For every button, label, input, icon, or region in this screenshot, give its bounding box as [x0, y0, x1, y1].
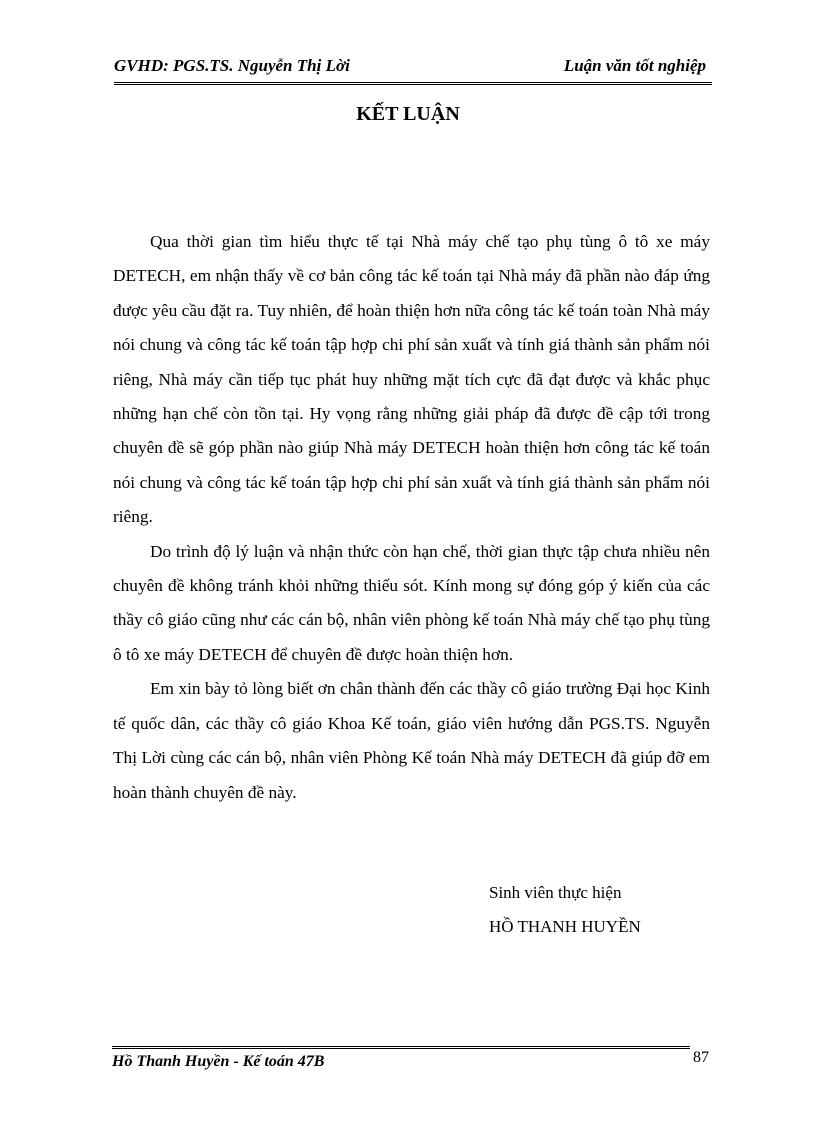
header-advisor: GVHD: PGS.TS. Nguyễn Thị Lời — [114, 56, 350, 75]
page-footer — [112, 1046, 690, 1071]
paragraph: Do trình độ lý luận và nhận thức còn hạn chế, thời gian thực tập chưa nhiều nên chuyên đề không tránh khỏi những thiếu sót. Kính mong sự đóng góp ý kiến của các thầy cô giáo cũng như các cán bộ, nhân viên phòng kế toán Nhà máy chế tạo phụ tùng ô tô xe máy DETECH để chuyên đề được hoàn thiện hơn. — [113, 541, 710, 664]
page-header — [114, 52, 712, 85]
page-title: KẾT LUẬN — [356, 103, 460, 125]
body-text — [113, 225, 710, 810]
footer-author: Hồ Thanh Huyền - Kế toán 47B — [112, 1053, 325, 1070]
signature-role: Sinh viên thực hiện — [489, 883, 622, 902]
paragraph: Em xin bày tỏ lòng biết ơn chân thành đến các thầy cô giáo trường Đại học Kinh tế quốc dân, các thầy cô giáo Khoa Kế toán, giáo viên hướng dẫn PGS.TS. Nguyễn Thị Lời cùng các cán bộ, nhân viên Phòng Kế toán Nhà máy DETECH đã giúp đỡ em hoàn thành chuyên đề này. — [113, 679, 710, 802]
page-number: 87 — [693, 1049, 709, 1066]
signature-block — [489, 876, 641, 944]
header-document-type: Luận văn tốt nghiệp — [563, 56, 706, 75]
signature-name: HỒ THANH HUYỀN — [489, 917, 641, 936]
paragraph: Qua thời gian tìm hiểu thực tế tại Nhà máy chế tạo phụ tùng ô tô xe máy DETECH, em nhận thấy về cơ bản công tác kế toán tại Nhà máy đã phần nào đáp ứng được yêu cầu đặt ra. Tuy nhiên, để hoàn thiện hơn nữa công tác kế toán toàn Nhà máy nói chung và công tác kế toán tập hợp chi phí sản xuất và tính giá thành sản phẩm nói riêng, Nhà máy cần tiếp tục phát huy những mặt tích cực đã đạt được và khắc phục những hạn chế còn tồn tại. Hy vọng rằng những giải pháp đã được đề cập tới trong chuyên đề sẽ góp phần nào giúp Nhà máy DETECH hoàn thiện hơn công tác kế toán nói chung và công tác kế toán tập hợp chi phí sản xuất và tính giá thành sản phẩm nói riêng. — [113, 232, 710, 527]
